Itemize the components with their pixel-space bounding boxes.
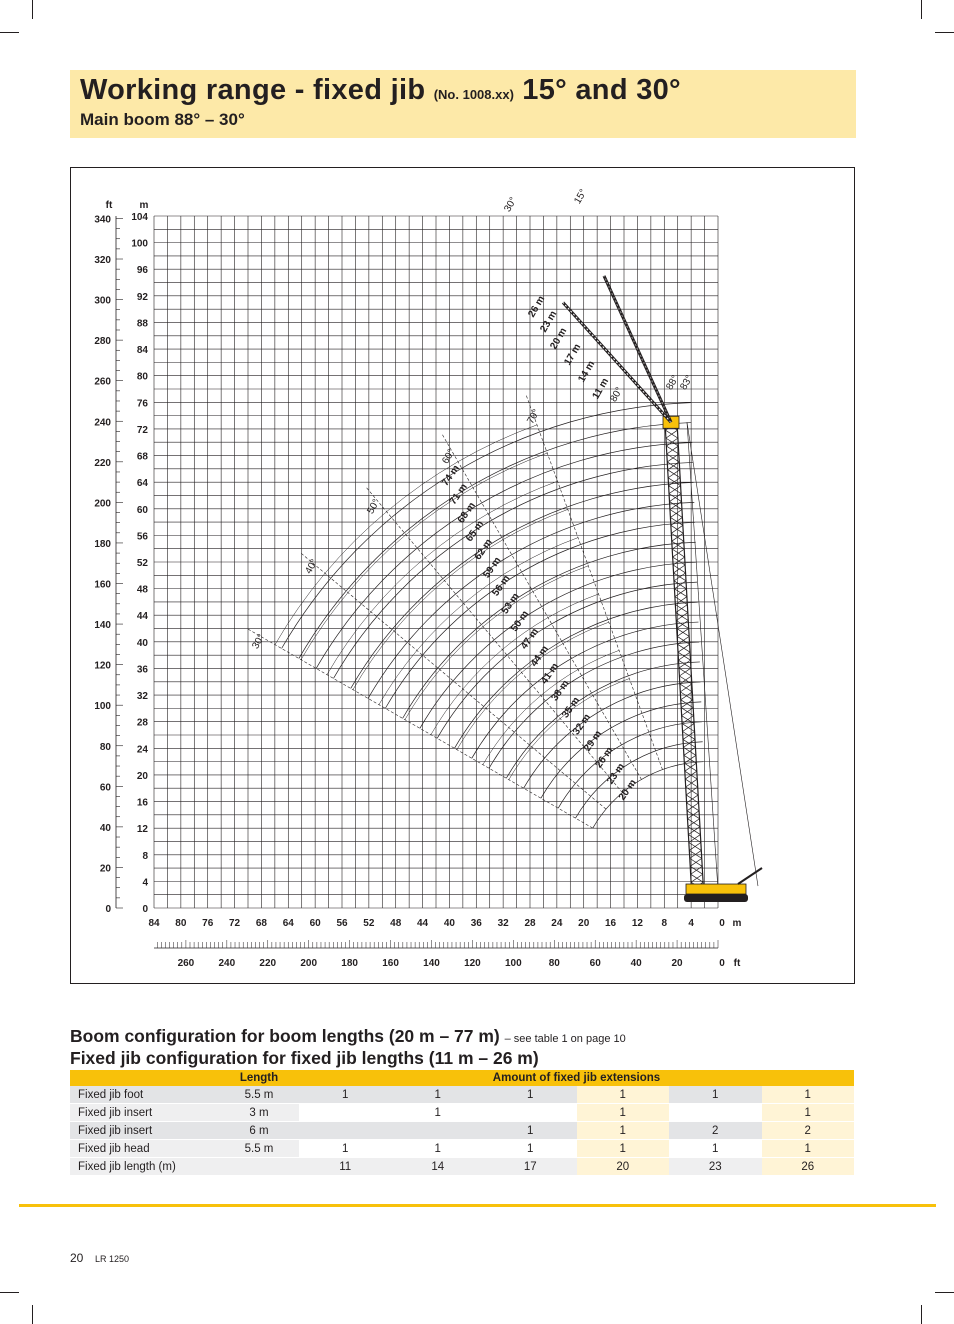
x-unit-ft: ft (733, 958, 741, 969)
x-tick-label-m: 68 (255, 918, 267, 929)
boom-length-label: 44 m (528, 643, 551, 669)
row-value (299, 1104, 392, 1122)
y-tick-label-m: 4 (142, 877, 148, 889)
y-tick-label-m: 76 (136, 398, 148, 410)
page-subtitle: Main boom 88° – 30° (80, 110, 245, 129)
boom-length-arc (316, 443, 692, 669)
boom-angle-label: 88° (664, 373, 682, 393)
table-header-blank (70, 1070, 219, 1086)
table-header-row (70, 1070, 854, 1086)
guy-line (687, 422, 758, 886)
row-value: 1 (299, 1140, 392, 1158)
y-scale (94, 200, 148, 915)
row-label: Fixed jib insert (70, 1104, 219, 1122)
y-tick-label-ft: 320 (94, 255, 111, 267)
x-tick-label-m: 48 (390, 918, 402, 929)
crop-mark (32, 1305, 33, 1324)
y-tick-label-m: 8 (142, 850, 148, 862)
boom-length-label: 38 m (549, 678, 572, 704)
crop-mark (921, 1305, 922, 1324)
y-tick-label-ft: 0 (105, 904, 111, 915)
y-tick-label-ft: 260 (94, 376, 111, 388)
total-value: 26 (762, 1158, 855, 1176)
boom-length-label: 56 m (490, 573, 513, 599)
y-tick-label-m: 64 (136, 478, 148, 490)
table-row (70, 1140, 854, 1158)
y-tick-label-ft: 200 (94, 498, 111, 510)
crop-mark (921, 0, 922, 19)
x-tick-label-ft: 20 (671, 958, 683, 969)
crane-track (684, 894, 748, 902)
boom-angle-label: 70° (525, 407, 543, 427)
boom-config-note: – see table 1 on page 10 (504, 1033, 626, 1045)
total-value: 23 (669, 1158, 762, 1176)
y-tick-label-m: 12 (136, 824, 148, 836)
boom-length-arc (282, 403, 691, 652)
x-tick-label-m: 64 (282, 918, 294, 929)
y-tick-label-m: 68 (136, 451, 148, 463)
y-tick-label-m: 60 (136, 504, 148, 516)
y-tick-label-m: 40 (136, 637, 148, 649)
title-main: Working range - fixed jib (80, 74, 426, 106)
y-tick-label-m: 32 (136, 691, 148, 703)
y-tick-label-ft: 20 (99, 863, 111, 875)
x-tick-label-m: 20 (578, 918, 590, 929)
jib-length-label: 14 m (576, 359, 598, 385)
x-tick-label-ft: 200 (300, 958, 318, 969)
x-tick-label-m: 40 (443, 918, 455, 929)
x-tick-label-m: 0 (719, 918, 725, 929)
x-tick-label-m: 72 (229, 918, 241, 929)
working-range-chart (70, 167, 855, 984)
boom-length-label: 35 m (560, 695, 583, 721)
row-value: 1 (762, 1086, 855, 1104)
jib-angle-label: 30° (502, 195, 520, 215)
jib-length-label: 26 m (526, 294, 548, 320)
boom-config-title: Boom configuration for boom lengths (20 m – 77 m) (70, 1026, 500, 1046)
boom-angle-label: 60° (440, 447, 458, 467)
boom-length-label: 59 m (481, 555, 504, 581)
y-tick-label-ft: 240 (94, 417, 111, 429)
y-unit-m: m (139, 200, 149, 211)
boom-angle-label: 30° (250, 632, 268, 652)
jib-length-label: 17 m (562, 342, 584, 368)
y-tick-label-ft: 220 (94, 457, 111, 469)
x-tick-label-ft: 260 (177, 958, 195, 969)
y-tick-label-ft: 120 (94, 660, 111, 672)
total-value: 20 (577, 1158, 670, 1176)
jib-range-arc (509, 679, 630, 780)
model-name: LR 1250 (95, 1254, 130, 1264)
row-value: 1 (484, 1122, 577, 1140)
row-value: 1 (577, 1140, 670, 1158)
y-tick-label-m: 28 (136, 717, 148, 729)
table-row (70, 1104, 854, 1122)
x-tick-label-ft: 100 (505, 958, 522, 969)
total-value: 14 (392, 1158, 485, 1176)
x-tick-label-m: 4 (688, 918, 694, 929)
table-row (70, 1122, 854, 1140)
boom-length-label: 65 m (464, 518, 487, 544)
total-value: 11 (299, 1158, 392, 1176)
x-tick-label-m: 12 (631, 918, 643, 929)
boom-length-arc (368, 502, 694, 698)
crop-mark (32, 0, 33, 19)
y-tick-label-ft: 160 (94, 579, 111, 591)
x-tick-label-ft: 40 (630, 958, 642, 969)
y-unit-ft: ft (105, 200, 113, 211)
x-tick-label-ft: 160 (382, 958, 399, 969)
boom-length-label: 47 m (518, 626, 541, 652)
guy-line (687, 422, 718, 890)
y-tick-label-ft: 340 (94, 214, 111, 226)
boom-length-label: 68 m (455, 500, 478, 526)
x-scale (148, 918, 741, 969)
x-tick-label-m: 76 (202, 918, 214, 929)
row-value: 1 (484, 1140, 577, 1158)
boom-length-label: 74 m (439, 463, 463, 489)
page-number: 20 (70, 1251, 84, 1265)
boom-angle-label: 80° (608, 385, 626, 405)
x-tick-label-m: 56 (336, 918, 348, 929)
x-tick-label-m: 60 (309, 918, 321, 929)
y-tick-label-m: 104 (131, 212, 148, 223)
y-tick-label-m: 92 (136, 291, 148, 303)
y-tick-label-m: 44 (136, 611, 148, 623)
boom-angle-label: 40° (303, 557, 321, 577)
row-value (669, 1104, 762, 1122)
row-value: 2 (762, 1122, 855, 1140)
y-tick-label-m: 52 (136, 558, 148, 569)
row-value: 1 (577, 1086, 670, 1104)
y-tick-label-m: 20 (136, 770, 148, 782)
x-tick-label-ft: 0 (719, 958, 725, 969)
row-label: Fixed jib foot (70, 1086, 219, 1104)
row-value (484, 1104, 577, 1122)
chart-svg (71, 168, 856, 985)
row-length: 5.5 m (219, 1140, 299, 1158)
boom-length-label: 32 m (570, 712, 594, 738)
table-header-amount: Amount of fixed jib extensions (299, 1070, 854, 1086)
boom-length-label: 29 m (582, 728, 605, 754)
y-tick-label-ft: 40 (99, 822, 111, 834)
y-tick-label-m: 88 (136, 318, 148, 330)
page-header (70, 70, 856, 138)
title-angles: 15° and 30° (522, 74, 681, 106)
row-value: 1 (484, 1086, 577, 1104)
boom-length-labels (440, 463, 639, 803)
total-label: Fixed jib length (m) (70, 1158, 299, 1176)
boom-length-label: 23 m (605, 761, 628, 787)
y-tick-label-m: 24 (136, 744, 148, 756)
y-tick-label-m: 36 (136, 664, 148, 676)
y-tick-label-ft: 180 (94, 538, 111, 550)
range-arcs (247, 394, 703, 828)
page-title (80, 74, 681, 107)
y-tick-label-ft: 60 (99, 782, 111, 794)
y-tick-label-ft: 80 (99, 741, 111, 753)
y-tick-label-m: 96 (136, 265, 148, 277)
row-value: 1 (762, 1140, 855, 1158)
row-value: 1 (577, 1122, 670, 1140)
row-label: Fixed jib head (70, 1140, 219, 1158)
x-tick-label-ft: 60 (589, 958, 601, 969)
boom-length-label: 62 m (472, 537, 495, 563)
row-value: 1 (669, 1086, 762, 1104)
x-tick-label-m: 80 (175, 918, 187, 929)
y-tick-label-m: 84 (136, 345, 148, 357)
x-tick-label-ft: 80 (548, 958, 560, 969)
grid (154, 216, 718, 908)
jib-length-label: 11 m (590, 376, 612, 402)
y-tick-label-ft: 100 (94, 701, 111, 713)
x-tick-label-m: 52 (363, 918, 375, 929)
boom-length-label: 20 m (616, 777, 639, 803)
row-length: 3 m (219, 1104, 299, 1122)
row-label: Fixed jib insert (70, 1122, 219, 1140)
x-tick-label-ft: 240 (218, 958, 236, 969)
crop-mark (0, 32, 19, 33)
y-tick-label-m: 72 (136, 424, 148, 436)
total-value: 17 (484, 1158, 577, 1176)
y-tick-label-m: 0 (142, 904, 148, 915)
y-tick-label-m: 100 (131, 238, 148, 250)
jib-config-heading: Fixed jib configuration for fixed jib lengths (11 m – 26 m) (70, 1048, 539, 1068)
boom-length-arc (403, 542, 696, 721)
x-tick-label-m: 44 (417, 918, 429, 929)
y-tick-label-m: 16 (136, 797, 148, 809)
row-value: 1 (392, 1086, 485, 1104)
footer-rule (19, 1204, 936, 1207)
boom-length-label: 26 m (593, 745, 616, 771)
boom-length-arc (333, 462, 692, 678)
row-value: 1 (299, 1086, 392, 1104)
boom-length-arc (299, 423, 692, 659)
boom-length-arc (351, 482, 694, 688)
x-tick-label-ft: 180 (341, 958, 358, 969)
boom-angle-label: 50° (365, 497, 383, 517)
y-tick-label-m: 56 (136, 531, 148, 543)
crop-mark (935, 32, 954, 33)
row-value: 1 (762, 1104, 855, 1122)
crop-mark (0, 1292, 19, 1293)
x-tick-label-m: 16 (605, 918, 617, 929)
boom-length-label: 53 m (499, 591, 522, 617)
crop-mark (935, 1292, 954, 1293)
row-length: 6 m (219, 1122, 299, 1140)
derrick-mast (738, 868, 762, 884)
x-tick-label-m: 24 (551, 918, 563, 929)
row-length: 5.5 m (219, 1086, 299, 1104)
angle-labels (250, 187, 695, 651)
crane-carbody (686, 884, 746, 894)
y-tick-label-m: 48 (136, 584, 148, 596)
x-tick-label-m: 8 (661, 918, 668, 929)
boom-angle-label: 83° (678, 373, 696, 393)
row-value: 2 (669, 1122, 762, 1140)
jib-length-label: 20 m (548, 326, 570, 352)
row-value: 1 (392, 1140, 485, 1158)
jib-angle-label: 15° (572, 187, 590, 207)
x-tick-label-m: 36 (470, 918, 482, 929)
boom-length-label: 50 m (509, 608, 532, 634)
jib-length-label: 23 m (538, 309, 560, 335)
title-note: (No. 1008.xx) (433, 87, 514, 102)
row-value: 1 (577, 1104, 670, 1122)
y-tick-label-ft: 280 (94, 336, 111, 348)
boom-length-label: 41 m (539, 661, 562, 687)
x-tick-label-m: 28 (524, 918, 536, 929)
y-tick-label-ft: 140 (94, 620, 111, 632)
row-value: 1 (669, 1140, 762, 1158)
row-value (299, 1122, 392, 1140)
table-row (70, 1086, 854, 1104)
table-total-row (70, 1158, 854, 1176)
x-unit-m: m (732, 918, 742, 929)
row-value: 1 (392, 1104, 485, 1122)
x-tick-label-ft: 120 (464, 958, 481, 969)
jib-config-table (70, 1070, 854, 1176)
x-tick-label-m: 84 (148, 918, 160, 929)
boom-length-label: 71 m (447, 481, 470, 507)
boom-config-heading (70, 1026, 626, 1047)
x-tick-label-ft: 220 (259, 958, 277, 969)
row-value (392, 1122, 485, 1140)
x-tick-label-ft: 140 (423, 958, 440, 969)
table-header-length: Length (219, 1070, 299, 1086)
y-tick-label-ft: 300 (94, 295, 111, 307)
y-tick-label-m: 80 (136, 371, 148, 383)
x-tick-label-m: 32 (497, 918, 509, 929)
